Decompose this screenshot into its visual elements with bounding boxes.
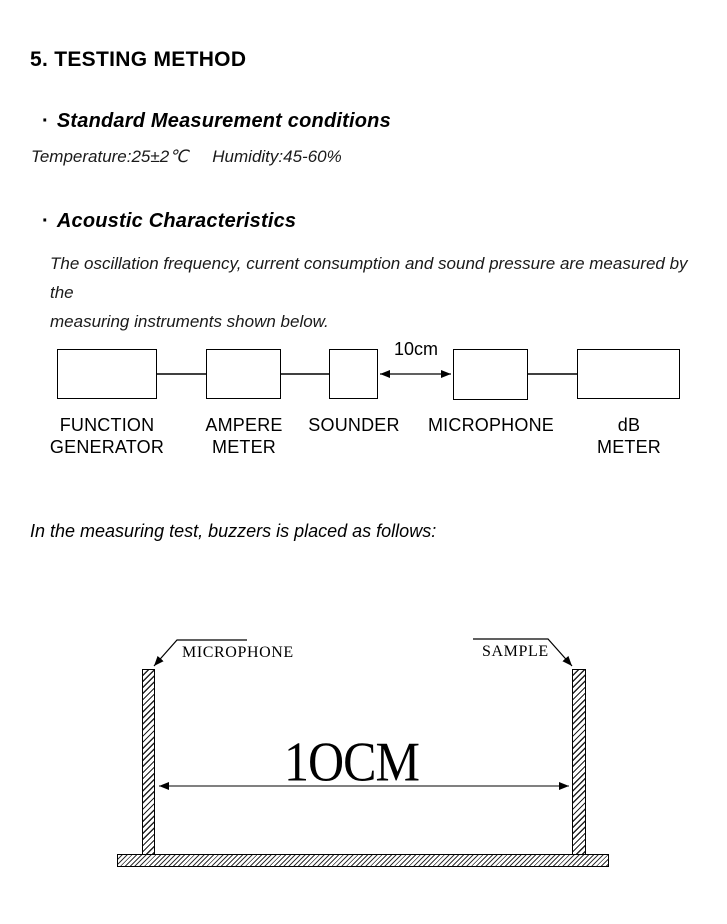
label-line1: SOUNDER xyxy=(308,415,400,435)
microphone-wall xyxy=(142,669,155,855)
sounder-label xyxy=(274,414,434,436)
ground-base xyxy=(117,854,609,867)
bullet-icon: · xyxy=(42,210,49,232)
standard-conditions-heading-text: Standard Measurement conditions xyxy=(56,110,391,132)
label-line2: METER xyxy=(597,437,661,457)
db-meter-box xyxy=(577,349,680,399)
page-title: 5. TESTING METHOD xyxy=(30,48,247,71)
temperature-value: Temperature:25±2℃ xyxy=(31,147,189,166)
acoustic-characteristics-heading xyxy=(42,210,296,233)
block-distance-label: 10cm xyxy=(393,339,438,359)
acoustic-description xyxy=(50,249,710,336)
db-meter-label xyxy=(549,414,709,458)
sounder-box xyxy=(329,349,378,399)
label-line1: AMPERE xyxy=(205,415,283,435)
acoustic-description-line1: The oscillation frequency, current consumption and sound pressure are measured by the xyxy=(50,254,688,302)
sample-callout-label: SAMPLE xyxy=(482,643,549,660)
microphone-label xyxy=(411,414,571,436)
microphone-callout-label: MICROPHONE xyxy=(182,644,294,661)
acoustic-characteristics-heading-text: Acoustic Characteristics xyxy=(56,210,297,232)
placement-distance-label: 1OCM xyxy=(284,730,419,793)
label-line2: METER xyxy=(212,437,276,457)
acoustic-description-line2: measuring instruments shown below. xyxy=(50,312,329,331)
function-generator-box xyxy=(57,349,157,399)
label-line1: MICROPHONE xyxy=(427,415,554,435)
function-generator-label xyxy=(27,414,187,458)
bullet-icon: · xyxy=(42,110,49,132)
placement-note: In the measuring test, buzzers is placed as follows: xyxy=(30,521,437,541)
measurement-conditions xyxy=(31,147,342,167)
label-line1: dB xyxy=(617,415,641,435)
label-line2: GENERATOR xyxy=(49,437,165,457)
ampere-meter-box xyxy=(206,349,281,399)
label-line1: FUNCTION xyxy=(59,415,155,435)
sample-wall xyxy=(572,669,586,855)
humidity-value: Humidity:45-60% xyxy=(212,147,342,166)
standard-conditions-heading xyxy=(42,110,391,133)
microphone-box xyxy=(453,349,528,400)
